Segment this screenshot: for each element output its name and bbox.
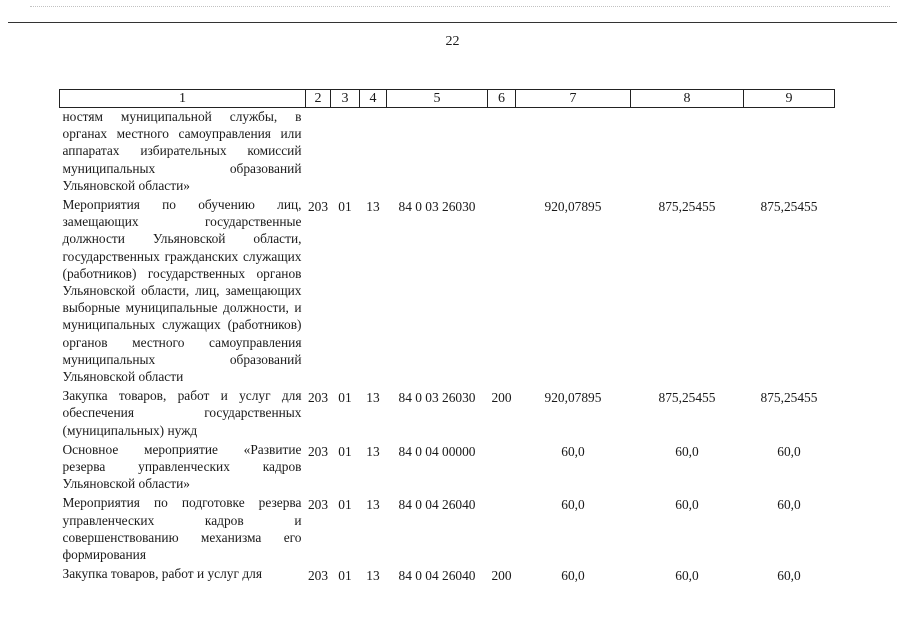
row-target-code: 84 0 04 00000 xyxy=(398,443,476,459)
row-amount-9: 60,0 xyxy=(777,497,801,513)
header-col-5: 5 xyxy=(387,90,488,108)
row-amount-9: 60,0 xyxy=(777,443,801,459)
row-name: Мероприятия по подготовке резерва управленческих кадров и совершенствованию механизма его формирования xyxy=(62,495,302,563)
row-expense-type: 200 xyxy=(491,568,512,584)
header-col-6: 6 xyxy=(488,90,516,108)
row-amount-8 xyxy=(631,108,744,195)
header-col-2: 2 xyxy=(306,90,331,108)
row-expense-type xyxy=(488,108,516,195)
table-row xyxy=(60,196,835,385)
row-amount-9 xyxy=(744,108,835,195)
row-expense-type xyxy=(488,441,516,493)
row-ministry-code: 203 xyxy=(307,443,329,459)
row-name: Основное мероприятие «Развитие резерва управленческих кадров Ульяновской области» xyxy=(62,441,302,492)
row-name: ностям муниципальной службы, в органах местного самоуправления или аппаратах избирательных комиссий муниципальных образований Ульяновской области» xyxy=(62,109,302,193)
row-amount-7: 60,0 xyxy=(561,443,585,459)
row-amount-7: 60,0 xyxy=(561,568,585,584)
table-row xyxy=(60,494,835,563)
row-target-code: 84 0 04 26040 xyxy=(398,497,476,513)
row-subsection-code: 13 xyxy=(366,443,380,459)
header-rule xyxy=(8,22,897,23)
row-amount-9: 60,0 xyxy=(777,568,801,584)
row-name: Закупка товаров, работ и услуг для xyxy=(62,566,262,582)
row-expense-type xyxy=(488,196,516,385)
table-row xyxy=(60,441,835,493)
row-subsection-code: 13 xyxy=(366,390,380,406)
row-target-code xyxy=(387,108,488,195)
row-amount-8: 60,0 xyxy=(675,568,699,584)
row-amount-7: 920,07895 xyxy=(544,199,602,215)
row-ministry-code: 203 xyxy=(307,568,329,584)
row-expense-type xyxy=(488,494,516,563)
row-target-code: 84 0 04 26040 xyxy=(398,568,476,584)
row-section-code: 01 xyxy=(338,390,352,406)
row-name: Закупка товаров, работ и услуг для обеспечения государственных (муниципальных) нужд xyxy=(62,388,302,438)
row-ministry-code: 203 xyxy=(307,390,329,406)
row-ministry-code xyxy=(306,108,331,195)
row-section-code: 01 xyxy=(338,443,352,459)
row-name: Мероприятия по обучению лиц, замещающих государственные должности Ульяновской области, государственных гражданских служащих (работников) государственных органов Ульяновской области, лиц, замещающих выборные муниципальные должности, и муниципальных служащих (работников) органов местного самоуправления муниципальных образований Ульяновской области xyxy=(62,197,302,385)
row-amount-7: 60,0 xyxy=(561,497,585,513)
row-amount-8: 875,25455 xyxy=(658,199,716,215)
page-number: 22 xyxy=(445,34,460,49)
row-section-code: 01 xyxy=(338,497,352,513)
row-section-code: 01 xyxy=(338,568,352,584)
row-ministry-code: 203 xyxy=(307,199,329,215)
row-target-code: 84 0 03 26030 xyxy=(398,199,476,215)
row-section-code xyxy=(331,108,360,195)
table-row xyxy=(60,565,835,584)
table-row xyxy=(60,387,835,439)
row-expense-type: 200 xyxy=(491,390,512,406)
row-subsection-code: 13 xyxy=(366,497,380,513)
row-amount-9: 875,25455 xyxy=(760,390,818,406)
row-amount-7: 920,07895 xyxy=(544,390,602,406)
row-subsection-code: 13 xyxy=(366,199,380,215)
row-ministry-code: 203 xyxy=(307,497,329,513)
header-col-3: 3 xyxy=(331,90,360,108)
row-amount-8: 875,25455 xyxy=(658,390,716,406)
header-col-7: 7 xyxy=(516,90,631,108)
header-col-9: 9 xyxy=(744,90,835,108)
column-number-header xyxy=(60,90,835,108)
budget-table xyxy=(59,89,835,584)
row-subsection-code xyxy=(360,108,387,195)
table-row xyxy=(60,108,835,195)
row-target-code: 84 0 03 26030 xyxy=(398,390,476,406)
row-amount-8: 60,0 xyxy=(675,443,699,459)
header-col-8: 8 xyxy=(631,90,744,108)
row-amount-7 xyxy=(516,108,631,195)
header-col-4: 4 xyxy=(360,90,387,108)
row-subsection-code: 13 xyxy=(366,568,380,584)
scan-artifact-line xyxy=(30,6,890,9)
row-section-code: 01 xyxy=(338,199,352,215)
row-amount-8: 60,0 xyxy=(675,497,699,513)
header-col-1: 1 xyxy=(60,90,306,108)
row-amount-9: 875,25455 xyxy=(760,199,818,215)
